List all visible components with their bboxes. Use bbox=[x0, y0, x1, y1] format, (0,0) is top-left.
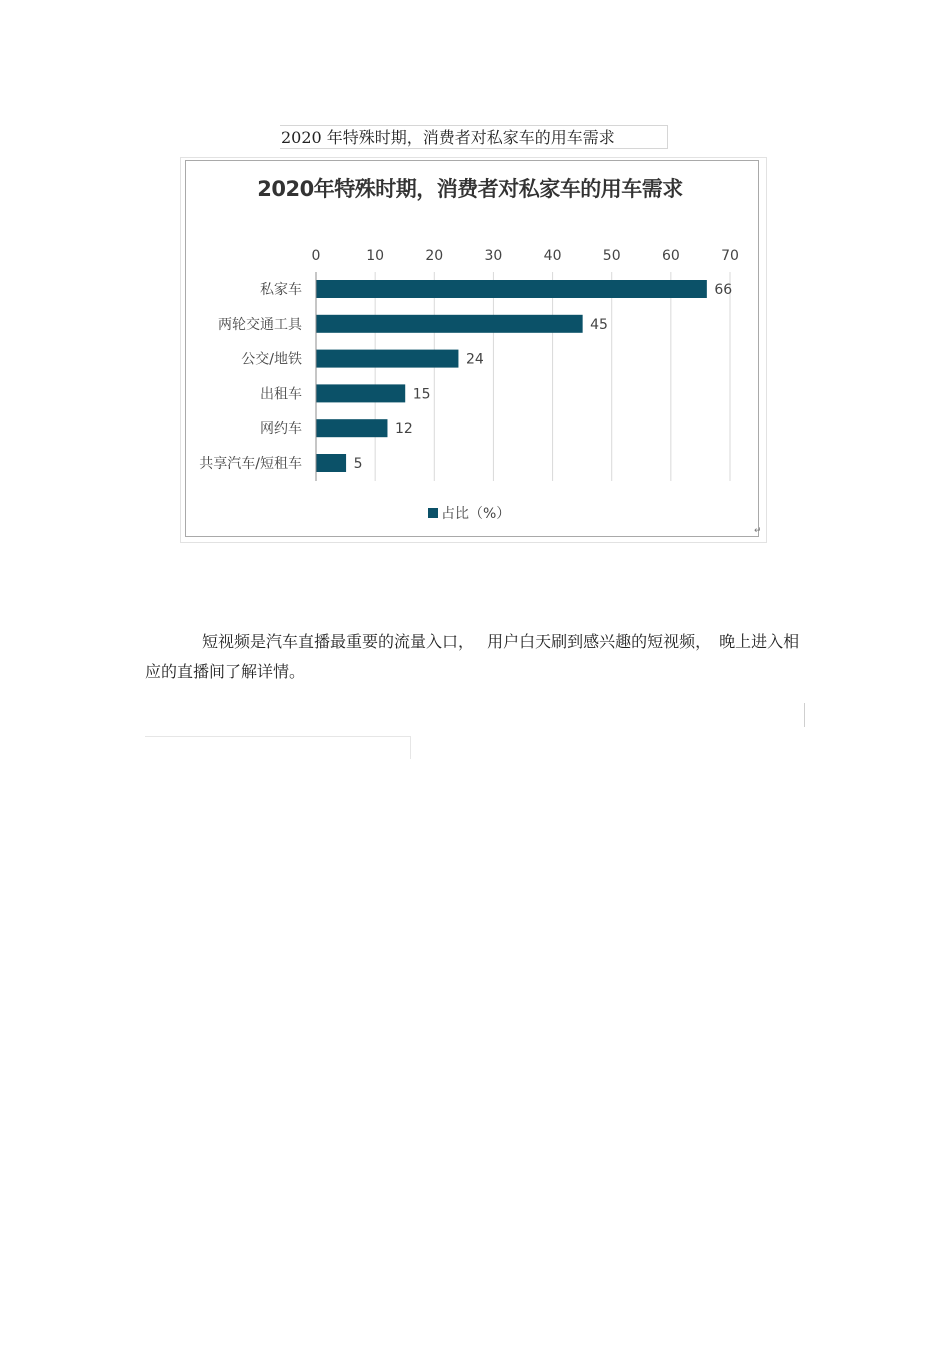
body-paragraph: 短视频是汽车直播最重要的流量入口， 用户白天刷到感兴趣的短视频， 晚上进入相应的直播间了解详情。 bbox=[145, 632, 800, 681]
text-boundary-left bbox=[410, 737, 411, 759]
data-label: 12 bbox=[394, 421, 413, 438]
category-label: 共享汽车/短租车 bbox=[199, 456, 302, 472]
bar bbox=[317, 419, 388, 437]
x-tick-label-30: 30 bbox=[484, 248, 503, 264]
chart-legend bbox=[428, 503, 510, 523]
x-tick-label-40: 40 bbox=[543, 248, 562, 264]
legend-swatch bbox=[428, 508, 438, 518]
category-label: 出租车 bbox=[260, 386, 302, 403]
x-tick-label-0: 0 bbox=[311, 248, 321, 264]
legend-label: 占比（%） bbox=[441, 506, 511, 522]
bar bbox=[317, 315, 583, 333]
x-tick-label-60: 60 bbox=[661, 248, 680, 264]
data-label: 15 bbox=[412, 386, 431, 403]
category-label: 公交/地铁 bbox=[241, 351, 302, 368]
chart-title: 2020年特殊时期，消费者对私家车的用车需求 bbox=[257, 177, 683, 201]
data-label: 24 bbox=[465, 351, 484, 368]
figure-caption: 2020 年特殊时期，消费者对私家车的用车需求 bbox=[280, 125, 668, 149]
data-label: 66 bbox=[714, 282, 733, 298]
category-label: 私家车 bbox=[260, 282, 302, 298]
x-tick-label-70: 70 bbox=[721, 248, 739, 264]
bar bbox=[317, 454, 347, 472]
bar bbox=[317, 384, 406, 402]
return-mark-icon: ↵ bbox=[754, 526, 762, 536]
bar bbox=[317, 280, 707, 298]
category-label: 网约车 bbox=[260, 421, 302, 438]
x-tick-label-50: 50 bbox=[602, 248, 621, 264]
bar bbox=[317, 350, 459, 368]
text-boundary-bottom bbox=[145, 736, 411, 737]
data-label: 5 bbox=[353, 456, 363, 472]
bar-chart bbox=[0, 0, 950, 560]
category-label: 两轮交通工具 bbox=[218, 316, 302, 333]
text-boundary-right bbox=[804, 703, 805, 727]
data-label: 45 bbox=[590, 316, 608, 333]
x-tick-label-10: 10 bbox=[366, 248, 385, 264]
x-tick-label-20: 20 bbox=[425, 248, 444, 264]
